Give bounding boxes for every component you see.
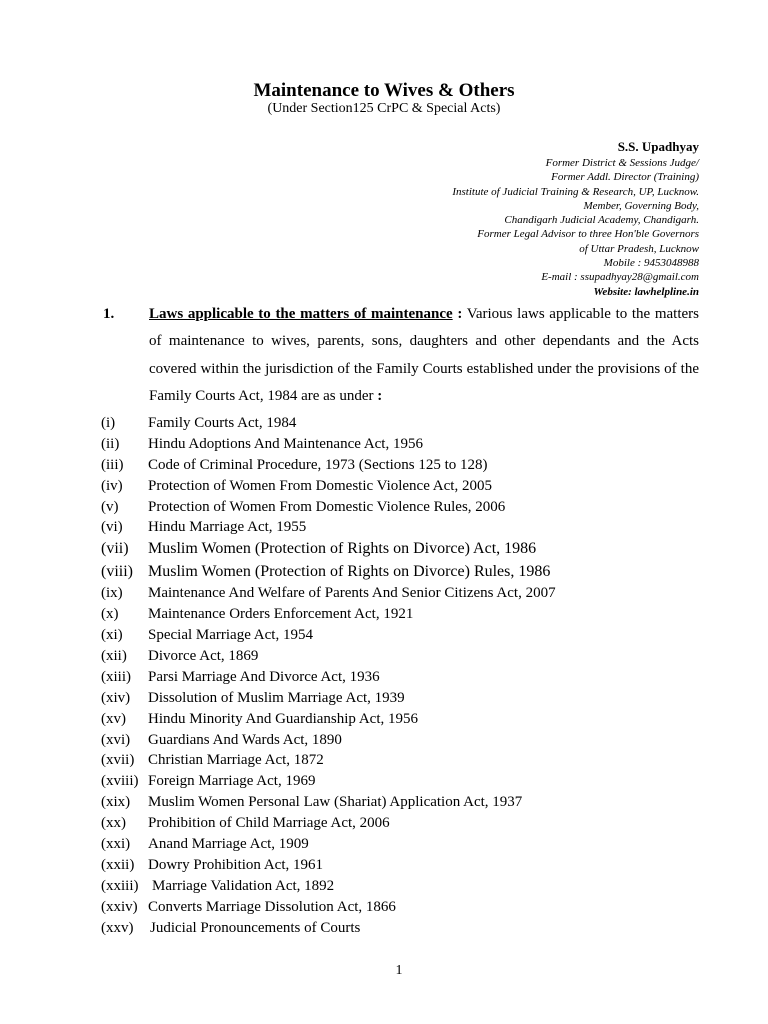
list-item-text: Dowry Prohibition Act, 1961 [148, 856, 323, 873]
list-item-text: Maintenance Orders Enforcement Act, 1921 [148, 606, 414, 623]
list-item-text: Hindu Minority And Guardianship Act, 1956 [148, 710, 418, 727]
document-subtitle: (Under Section125 CrPC & Special Acts) [267, 101, 501, 116]
list-item-text: Guardians And Wards Act, 1890 [148, 731, 342, 748]
author-email: E-mail : ssupadhyay28@gmail.com [541, 271, 699, 284]
list-item-number: (xiv) [101, 689, 131, 706]
list-item [101, 538, 701, 561]
section-1 [103, 301, 699, 410]
author-designation: Former Addl. Director (Training) [551, 171, 699, 184]
list-item-text: Christian Marriage Act, 1872 [148, 752, 324, 769]
list-item [101, 625, 701, 646]
laws-list [101, 413, 701, 938]
list-item-text: Special Marriage Act, 1954 [148, 627, 313, 644]
list-item-text: Judicial Pronouncements of Courts [150, 919, 361, 936]
section-trailing-colon: : [377, 387, 383, 404]
section-separator: : [457, 306, 463, 322]
list-item-text: Protection of Women From Domestic Violence Act, 2005 [148, 477, 492, 494]
list-item-text: Maintenance And Welfare of Parents And Senior Citizens Act, 2007 [148, 585, 556, 602]
list-item-number: (xxi) [101, 836, 131, 853]
list-item-text: Hindu Adoptions And Maintenance Act, 1956 [148, 435, 423, 452]
list-item [101, 855, 701, 876]
list-item-number: (v) [101, 498, 119, 515]
list-item-number: (viii) [101, 562, 133, 580]
section-heading: Laws applicable to the matters of maintenance [149, 306, 453, 322]
list-item [101, 455, 701, 476]
list-item-text: Muslim Women Personal Law (Shariat) Application Act, 1937 [148, 794, 523, 811]
list-item [101, 434, 701, 455]
author-designation: Institute of Judicial Training & Research, UP, Lucknow. [452, 185, 699, 198]
list-item-number: (ix) [101, 585, 123, 602]
author-designation: Former District & Sessions Judge/ [545, 157, 699, 169]
list-item-text: Converts Marriage Dissolution Act, 1866 [148, 898, 396, 915]
author-designation: Chandigarh Judicial Academy, Chandigarh. [504, 214, 699, 227]
list-item [101, 897, 701, 918]
list-item [101, 730, 701, 751]
list-item-text: Divorce Act, 1869 [148, 648, 259, 665]
list-item-text: Family Courts Act, 1984 [148, 415, 297, 431]
list-item [101, 709, 701, 730]
list-item [101, 583, 701, 604]
list-item-number: (iv) [101, 477, 123, 494]
author-designation: of Uttar Pradesh, Lucknow [579, 242, 699, 255]
list-item-number: (xv) [101, 710, 126, 727]
list-item-number: (xxii) [101, 856, 135, 873]
list-item [101, 834, 701, 855]
list-item-text: Muslim Women (Protection of Rights on Divorce) Act, 1986 [148, 540, 537, 558]
list-item-number: (xiii) [101, 668, 131, 685]
list-item [101, 497, 701, 518]
list-item [101, 771, 701, 792]
page-number: 1 [395, 963, 403, 978]
list-item-number: (i) [101, 415, 116, 431]
list-item [101, 750, 701, 771]
list-item [101, 604, 701, 625]
list-item-number: (xvii) [101, 752, 135, 769]
author-block [452, 139, 699, 299]
list-item [101, 792, 701, 813]
author-name: S.S. Upadhyay [617, 139, 699, 154]
list-item [101, 667, 701, 688]
author-designation: Former Legal Advisor to three Hon'ble Governors [477, 228, 699, 241]
list-item-text: Foreign Marriage Act, 1969 [148, 773, 316, 790]
section-paragraph [149, 301, 699, 410]
section-number: 1. [103, 306, 115, 322]
list-item-number: (xvi) [101, 731, 131, 748]
list-item [101, 876, 701, 897]
list-item [101, 413, 701, 434]
list-item-number: (xxiv) [101, 898, 138, 915]
list-item-number: (xii) [101, 648, 127, 665]
list-item-number: (iii) [101, 456, 124, 473]
section-body: Various laws applicable to the matters of maintenance to wives, parents, sons, daughters and other dependants and the Acts covered within the jurisdiction of the Family Courts established under the provisions of the Family Courts Act, 1984 are as under [149, 306, 699, 404]
list-item [101, 813, 701, 834]
list-item-text: Prohibition of Child Marriage Act, 2006 [148, 815, 390, 832]
list-item-number: (xviii) [101, 773, 139, 790]
list-item [101, 918, 701, 939]
list-item-number: (xi) [101, 627, 123, 644]
list-item-text: Parsi Marriage And Divorce Act, 1936 [148, 668, 380, 685]
list-item-text: Code of Criminal Procedure, 1973 (Sections 125 to 128) [148, 456, 488, 473]
list-item-number: (xx) [101, 815, 126, 832]
list-item-text: Marriage Validation Act, 1892 [152, 877, 335, 894]
list-item [101, 646, 701, 667]
author-website: Website: lawhelpline.in [593, 285, 699, 298]
list-item-text: Hindu Marriage Act, 1955 [148, 519, 307, 536]
author-mobile: Mobile : 9453048988 [603, 257, 699, 270]
list-item [101, 688, 701, 709]
list-item-number: (xxiii) [101, 877, 139, 894]
list-item-number: (vii) [101, 540, 129, 558]
list-item [101, 517, 701, 538]
list-item-number: (vi) [101, 519, 123, 536]
document-title: Maintenance to Wives & Others [253, 80, 515, 101]
list-item-text: Dissolution of Muslim Marriage Act, 1939 [148, 689, 405, 706]
list-item-number: (x) [101, 606, 119, 623]
list-item-number: (xix) [101, 794, 131, 811]
list-item-number: (ii) [101, 435, 120, 452]
list-item [101, 561, 701, 584]
list-item-text: Anand Marriage Act, 1909 [148, 836, 309, 853]
list-item-text: Muslim Women (Protection of Rights on Divorce) Rules, 1986 [148, 562, 551, 580]
list-item-number: (xxv) [101, 919, 134, 936]
author-designation: Member, Governing Body, [583, 199, 699, 212]
list-item-text: Protection of Women From Domestic Violence Rules, 2006 [148, 498, 506, 515]
list-item [101, 476, 701, 497]
